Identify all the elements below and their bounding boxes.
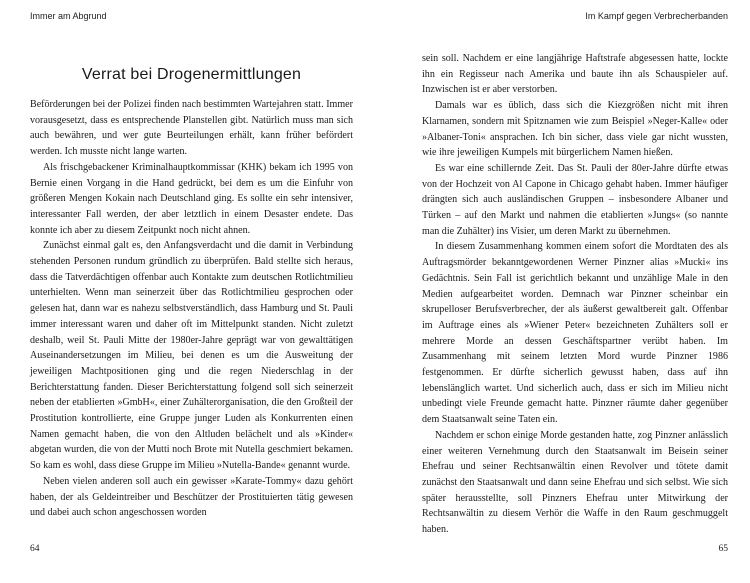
left-page-number: 64 (30, 544, 40, 554)
right-paragraph-4: In diesem Zusammenhang kommen einem sofort die Mordtaten des als Auftragsmörder bekanntgewordenen Werner Pinzner alias »Mucki« ins Gedächtnis. Sein Fall ist gerichtlich bekannt und unzählige Male in den Medien aufgearbeitet worden. Demnach war Pinzner scheinbar ein skrupelloser Berufsverbrecher, der als äußerst gewaltbereit galt. Offenbar im Auftrage eines als »Wiener Peter« bezeichneten Zuhälters soll er mehrere Morde an dessen Geschäftspartner verübt haben. Im Zusammenhang mit seinem letzten Mord wurde Pinzner 1986 festgenommen. Er dürfte sicherlich gewusst haben, dass auf ihn lebenslänglich wartet. Und sicherlich auch, dass er sich im Milieu nicht unbedingt viele Freunde gemacht hatte. Pinzner räumte daher gegenüber dem Staatsanwalt seine Taten ein. (422, 241, 728, 426)
left-body-text (30, 97, 353, 521)
chapter-heading: Verrat bei Drogenermittlungen (81, 66, 302, 83)
left-paragraph-3: Zunächst einmal galt es, den Anfangsverdacht und die damit in Verbindung stehenden Personen rundum gründlich zu überprüfen. Bald stellte sich heraus, dass die Tatverdächtigen offenbar auch Kontakte zum deutschen Rotlichtmilieu unterhielten. Wenn man seinerzeit über das Rotlichtmilieu gesprochen oder gelesen hat, dann war es nahezu selbstverständlich, dass Hamburg und St. Pauli immer interessant waren und daher oft im Mittelpunkt standen. Nicht zuletzt deshalb, weil St. Pauli Mitte der 1980er-Jahre geprägt war von gewalttätigen Auseinandersetzungen im Milieu, bei denen es um die Ausweitung der jeweiligen Machtpositionen ging und die regen Niederschlag in der Berichterstattung fanden. Dieser Berichterstattung folgend soll sich seinerzeit neben der etablierten »GmbH«, einer Zuhälterorganisation, die den Großteil der Prostitution kontrollierte, eine Gruppe junger Luden als Konkurrenten einen Namen gemacht haben, die von den Altluden belächelt und als »Kinder« abgetan wurden, die von der Mutti noch Brote mit Nutella geschmiert bekamen. So kam es wohl, dass diese Gruppe im Milieu »Nutella-Bande« genannt wurde. (30, 240, 353, 472)
left-paragraph-4: Neben vielen anderen soll auch ein gewisser »Karate-Tommy« dazu gehört haben, der als Geldeintreiber und Beschützer der Prostituierten tätig gewesen und dabei auch schon angeschossen worden (30, 475, 353, 519)
right-body-text (422, 51, 728, 538)
right-paragraph-2: Damals war es üblich, dass sich die Kiezgrößen nicht mit ihren Klarnamen, sondern mit Spitznamen wie zum Beispiel »Neger-Kalle« oder »Albaner-Toni« ansprachen. Ich bin sicher, dass viele gar nicht wussten, wie ihre jeweiligen Kumpels mit bürgerlichem Namen hießen. (422, 100, 728, 159)
left-paragraph-1: Beförderungen bei der Polizei finden nach bestimmten Wartejahren statt. Immer vorausgesetzt, dass es entsprechende Planstellen gibt. Natürlich muss man sich auch bewähren, und wer gute Beurteilungen erhält, kann früher befördert werden. Ich musste nicht lange warten. (30, 99, 353, 158)
right-paragraph-3: Es war eine schillernde Zeit. Das St. Pauli der 80er-Jahre dürfte etwas von der Hochzeit von Al Capone in Chicago gehabt haben. Immer häufiger drängten sich auch ausländischen Gruppen – insbesondere Albaner und Türken – auf den Markt und nahmen die etablierten »Jungs« (so nannte man die Zuhälter) ins Visier, um deren Markt zu übernehmen. (422, 162, 728, 237)
left-running-head: Immer am Abgrund (30, 11, 107, 21)
right-paragraph-5: Nachdem er schon einige Morde gestanden hatte, zog Pinzner anlässlich einer weiteren Vernehmung durch den Staatsanwalt im Beisein seiner Ehefrau und seiner Rechtsanwältin einen Revolver und tötete damit zunächst den Staatsanwalt und dann seine Ehefrau und sich selbst. Wie sich später herausstellte, soll Pinzners Ehefrau unter Mitwirkung der Rechtsanwältin zu diesem Verhör die Waffe in den Raum geschmuggelt haben. (422, 429, 728, 536)
right-running-head: Im Kampf gegen Verbrecherbanden (585, 11, 728, 21)
right-page-number: 65 (718, 544, 728, 554)
right-paragraph-1: sein soll. Nachdem er eine langjährige Haftstrafe abgesessen hatte, lockte ihn ein Regisseur nach Amerika und baute ihn als Schauspieler auf. Inzwischen ist er aber verstorben. (422, 53, 728, 96)
right-page (375, 0, 750, 583)
left-paragraph-2: Als frischgebackener Kriminalhauptkommissar (KHK) bekam ich 1995 von Bernie einen Vorgang in die Hand gedrückt, bei dem es um die Einfuhr von größeren Mengen Kokain nach Deutschland ging. Es sollte ein sehr intensiver, interessanter Fall werden, der aber letztlich in einem Desaster endete. Das konnte ich aber zu diesem Zeitpunkt noch nicht ahnen. (30, 161, 353, 236)
